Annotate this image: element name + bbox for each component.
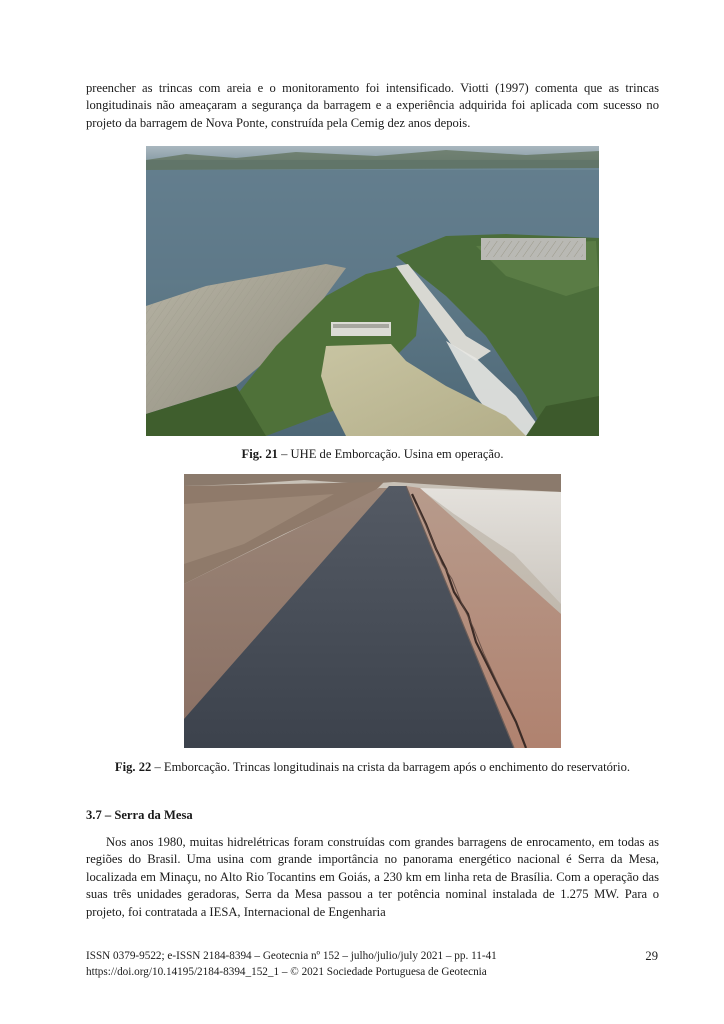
figure-21-photo: [146, 146, 599, 436]
intro-paragraph: preencher as trincas com areia e o monitoramento foi intensificado. Viotti (1997) comenta que as trincas longitudinais não ameaçaram a segurança da barragem e a experiência adquirida foi aplicada com sucesso no projeto da barragem de Nova Ponte, construída pela Cemig dez anos depois.: [86, 81, 659, 130]
figure-22-caption-text: – Emborcação. Trincas longitudinais na crista da barragem após o enchimento do reservatório.: [151, 760, 631, 774]
footer-doi-line: https://doi.org/10.14195/2184-8394_152_1 – © 2021 Sociedade Portuguesa de Geotecnia: [86, 965, 487, 978]
section-heading: 3.7 – Serra da Mesa: [86, 808, 193, 822]
footer-issn-line: ISSN 0379-9522; e-ISSN 2184-8394 – Geotecnia nº 152 – julho/julio/july 2021 – pp. 11-41: [86, 950, 497, 962]
figure-22-caption: [86, 759, 659, 776]
figure-21-caption: [86, 446, 659, 463]
figure-21-caption-text: – UHE de Emborcação. Usina em operação.: [277, 447, 504, 461]
page-number: 29: [645, 949, 658, 963]
page-footer: [86, 949, 659, 980]
figure-22-label: Fig. 22: [114, 760, 152, 774]
section-paragraph: Nos anos 1980, muitas hidrelétricas foram construídas com grandes barragens de enrocamento, em todas as regiões do Brasil. Uma usina com grande importância no panorama energético nacional é Serra da Mesa, localizada em Minaçu, no Alto Rio Tocantins em Goiás, a 230 km em linha reta de Brasília. Com a operação das suas três unidades geradoras, Serra da Mesa passou a ter potência nominal instalada de 1.275 MW. Para o projeto, foi contratada a IESA, Internacional de Engenharia: [86, 835, 659, 919]
figure-22-photo: [184, 474, 561, 748]
figure-21-label: Fig. 21: [241, 447, 278, 461]
